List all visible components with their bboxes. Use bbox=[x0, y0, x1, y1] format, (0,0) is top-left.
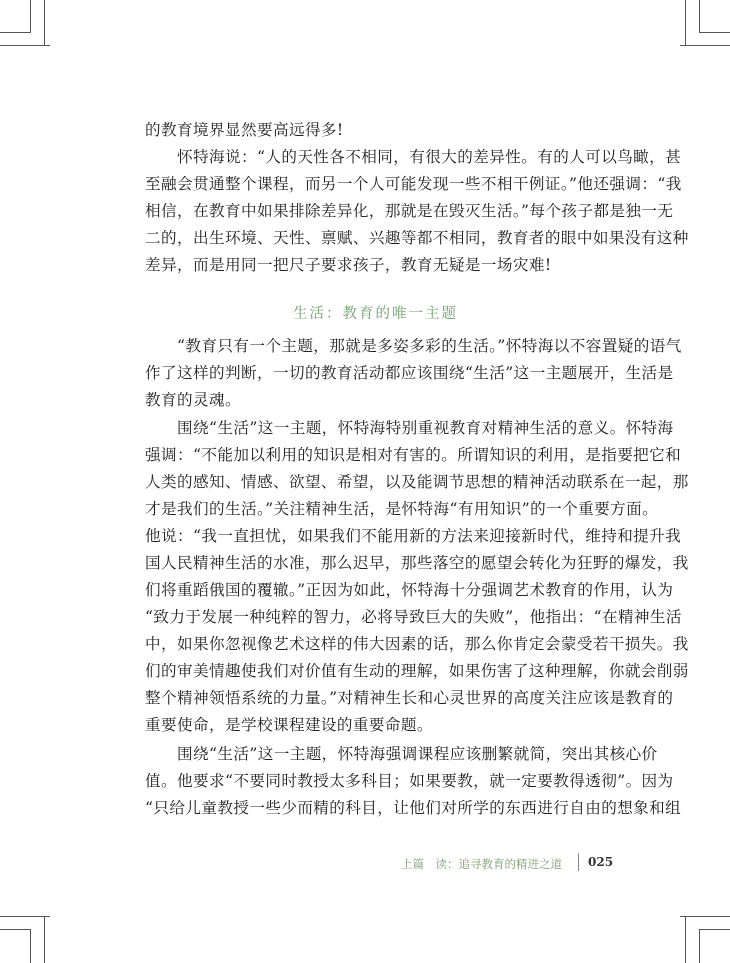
text-line: 们将重蹈俄国的覆辙。”正因为如此，怀特海十分强调艺术教育的作用，认为 bbox=[145, 581, 674, 599]
paragraph bbox=[145, 117, 606, 144]
text-line: 围绕“生活”这一主题，怀特海特别重视教育对精神生活的意义。怀特海 bbox=[145, 419, 674, 437]
paragraph bbox=[145, 144, 689, 279]
footer-divider bbox=[578, 853, 579, 871]
text-line: 二的，出生环境、天性、禀赋、兴趣等都不相同，教育者的眼中如果没有这种 bbox=[145, 229, 689, 247]
text-line: 中，如果你忽视像艺术这样的伟大因素的话，那么你肯定会蒙受若干损失。我 bbox=[145, 635, 689, 653]
page-number: 025 bbox=[588, 855, 614, 869]
text-line: 作了这样的判断，一切的教育活动都应该围绕“生活”这一主题展开，生活是 bbox=[145, 364, 674, 382]
paragraph bbox=[145, 741, 682, 822]
text-line: “致力于发展一种纯粹的智力，必将导致巨大的失败”，他指出：“在精神生活 bbox=[145, 608, 682, 626]
text-line: 的教育境界显然要高远得多! bbox=[145, 121, 344, 139]
text-line: 相信，在教育中如果排除差异化，那就是在毁灭生活。”每个孩子都是独一无 bbox=[145, 202, 674, 220]
text-line: 至融会贯通整个课程，而另一个人可能发现一些不相干例证。”他还强调：“我 bbox=[145, 175, 682, 193]
text-line: 们的审美情趣使我们对价值有生动的理解，如果伤害了这种理解，你就会削弱 bbox=[145, 662, 689, 680]
text-line: 差异，而是用同一把尺子要求孩子，教育无疑是一场灾难! bbox=[145, 256, 552, 274]
text-line: 怀特海说：“人的天性各不相同，有很大的差异性。有的人可以鸟瞰，甚 bbox=[145, 148, 682, 166]
text-line: 教育的灵魂。 bbox=[145, 391, 241, 409]
paragraph bbox=[145, 333, 682, 414]
text-line: 重要使命，是学校课程建设的重要命题。 bbox=[145, 716, 433, 734]
section-heading: 生活：教育的唯一主题 bbox=[293, 306, 458, 322]
text-line: 才是我们的生活。”关注精神生活，是怀特海“有用知识”的一个重要方面。 bbox=[145, 500, 659, 518]
running-footer-section: 上篇 读：追寻教育的精进之道 bbox=[401, 857, 562, 871]
text-line: “只给儿童教授一些少而精的科目，让他们对所学的东西进行自由的想象和组 bbox=[145, 799, 682, 817]
text-line: 他说：“我一直担忧，如果我们不能用新的方法来迎接新时代，维持和提升我 bbox=[145, 527, 682, 545]
text-line: 值。他要求“不要同时教授太多科目；如果要教，就一定要教得透彻”。因为 bbox=[145, 772, 674, 790]
text-line: 人类的感知、情感、欲望、希望，以及能调节思想的精神活动联系在一起，那 bbox=[145, 473, 689, 491]
text-line: “教育只有一个主题，那就是多姿多彩的生活。”怀特海以不容置疑的语气 bbox=[145, 337, 682, 355]
paragraph bbox=[145, 415, 689, 739]
text-line: 国人民精神生活的水准，那么迟早，那些落空的愿望会转化为狂野的爆发，我 bbox=[145, 554, 689, 572]
text-line: 围绕“生活”这一主题，怀特海强调课程应该删繁就简，突出其核心价 bbox=[145, 745, 658, 763]
text-line: 整个精神领悟系统的力量。”对精神生长和心灵世界的高度关注应该是教育的 bbox=[145, 689, 674, 707]
text-line: 强调：“不能加以利用的知识是相对有害的。所谓知识的利用，是指要把它和 bbox=[145, 446, 682, 464]
